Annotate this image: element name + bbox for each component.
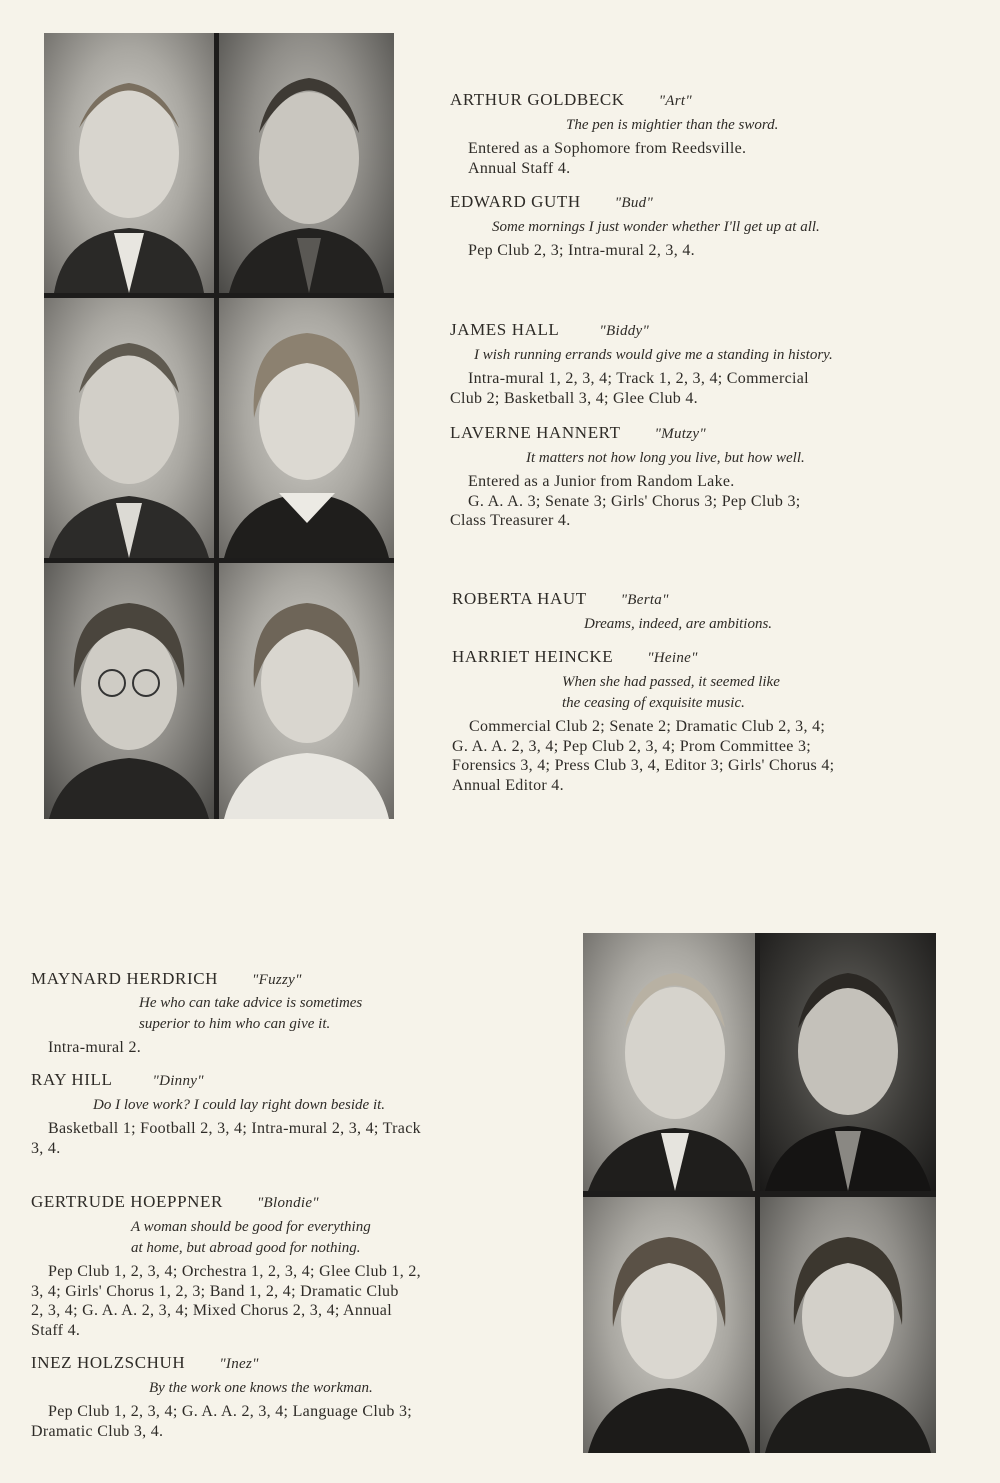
student-activities: Staff 4.: [31, 1321, 81, 1339]
student-quote: He who can take advice is sometimes: [139, 995, 363, 1011]
student-activities: Pep Club 1, 2, 3, 4; G. A. A. 2, 3, 4; Language Club 3;: [48, 1403, 413, 1420]
student-nickname: "Inez": [219, 1356, 259, 1372]
entry-inez-holzschuh: [31, 1353, 412, 1441]
portrait-laverne-hannert: [219, 298, 394, 558]
student-activities: Entered as a Sophomore from Reedsville.: [468, 140, 747, 157]
bottom-portrait-grid: [583, 933, 936, 1453]
student-activities: Club 2; Basketball 3, 4; Glee Club 4.: [450, 389, 698, 407]
student-name: ROBERTA HAUT: [452, 589, 587, 608]
top-portrait-grid: [44, 33, 394, 819]
student-activities: 3, 4.: [31, 1139, 61, 1157]
student-nickname: "Dinny": [152, 1073, 204, 1089]
portrait-inez-holzschuh: [760, 1197, 936, 1453]
entry-maynard-herdrich: [31, 969, 362, 1058]
entry-laverne-hannert: [450, 423, 805, 531]
portrait-maynard-herdrich: [583, 933, 755, 1191]
student-activities: Class Treasurer 4.: [450, 512, 571, 529]
student-nickname: "Heine": [647, 650, 698, 666]
entry-harriet-heincke: [452, 647, 834, 795]
entry-edward-guth: [450, 192, 820, 261]
student-quote: By the work one knows the workman.: [149, 1380, 373, 1396]
student-activities: Commercial Club 2; Senate 2; Dramatic Club 2, 3, 4;: [469, 718, 826, 735]
student-activities: Basketball 1; Football 2, 3, 4; Intra-mural 2, 3, 4; Track: [48, 1120, 421, 1137]
portrait-gertrude-hoeppner: [583, 1197, 755, 1453]
student-nickname: "Biddy": [599, 323, 650, 339]
portrait-ray-hill: [760, 933, 936, 1191]
student-quote: Some mornings I just wonder whether I'll get up at all.: [492, 219, 820, 235]
student-name: JAMES HALL: [450, 320, 560, 339]
student-nickname: "Mutzy": [654, 426, 706, 442]
entry-roberta-haut: [452, 589, 772, 635]
student-activities: G. A. A. 2, 3, 4; Pep Club 2, 3, 4; Prom Committee 3;: [452, 737, 812, 755]
student-activities: Pep Club 2, 3; Intra-mural 2, 3, 4.: [468, 242, 695, 259]
student-name: GERTRUDE HOEPPNER: [31, 1192, 223, 1211]
student-name: ARTHUR GOLDBECK: [450, 90, 625, 109]
student-quote: I wish running errands would give me a standing in history.: [474, 347, 833, 363]
student-activities: 3, 4; Girls' Chorus 1, 2, 3; Band 1, 2, 4; Dramatic Club: [31, 1282, 399, 1300]
portrait-arthur-goldbeck: [44, 33, 214, 293]
student-nickname: "Art": [658, 93, 692, 109]
student-quote: Do I love work? I could lay right down beside it.: [93, 1097, 386, 1113]
student-name: RAY HILL: [31, 1070, 113, 1089]
student-activities: Annual Staff 4.: [468, 159, 571, 177]
student-activities: Dramatic Club 3, 4.: [31, 1422, 164, 1440]
student-name: EDWARD GUTH: [450, 192, 581, 211]
entry-ray-hill: [31, 1070, 421, 1158]
student-name: LAVERNE HANNERT: [450, 423, 621, 442]
student-activities: G. A. A. 3; Senate 3; Girls' Chorus 3; Pep Club 3;: [468, 492, 801, 510]
student-activities: Forensics 3, 4; Press Club 3, 4, Editor 3; Girls' Chorus 4;: [452, 757, 835, 774]
student-name: HARRIET HEINCKE: [452, 647, 614, 666]
student-activities: Intra-mural 2.: [48, 1039, 142, 1056]
entry-james-hall: [450, 320, 833, 408]
student-name: INEZ HOLZSCHUH: [31, 1353, 186, 1372]
student-quote: at home, but abroad good for nothing.: [131, 1240, 361, 1256]
student-quote: The pen is mightier than the sword.: [566, 117, 779, 133]
portrait-roberta-haut: [44, 563, 214, 819]
entry-gertrude-hoeppner: [31, 1192, 421, 1340]
student-activities: 2, 3, 4; G. A. A. 2, 3, 4; Mixed Chorus 2, 3, 4; Annual: [31, 1302, 392, 1319]
student-name: MAYNARD HERDRICH: [31, 969, 219, 988]
entry-arthur-goldbeck: [450, 90, 778, 178]
student-nickname: "Bud": [614, 195, 654, 211]
student-nickname: "Fuzzy": [252, 972, 302, 988]
student-nickname: "Berta": [620, 592, 669, 608]
student-activities: Entered as a Junior from Random Lake.: [468, 473, 735, 490]
student-quote: A woman should be good for everything: [131, 1219, 371, 1235]
student-quote: It matters not how long you live, but how well.: [526, 450, 805, 466]
student-quote: the ceasing of exquisite music.: [562, 695, 745, 711]
student-activities: Annual Editor 4.: [452, 776, 564, 794]
student-quote: Dreams, indeed, are ambitions.: [584, 616, 773, 632]
portrait-james-hall: [44, 298, 214, 558]
portrait-edward-guth: [219, 33, 394, 293]
student-quote: superior to him who can give it.: [139, 1016, 331, 1032]
student-activities: Pep Club 1, 2, 3, 4; Orchestra 1, 2, 3, 4; Glee Club 1, 2,: [48, 1263, 421, 1280]
student-activities: Intra-mural 1, 2, 3, 4; Track 1, 2, 3, 4; Commercial: [468, 370, 809, 387]
student-quote: When she had passed, it seemed like: [562, 674, 780, 690]
portrait-harriet-heincke: [219, 563, 394, 819]
student-nickname: "Blondie": [256, 1195, 319, 1211]
